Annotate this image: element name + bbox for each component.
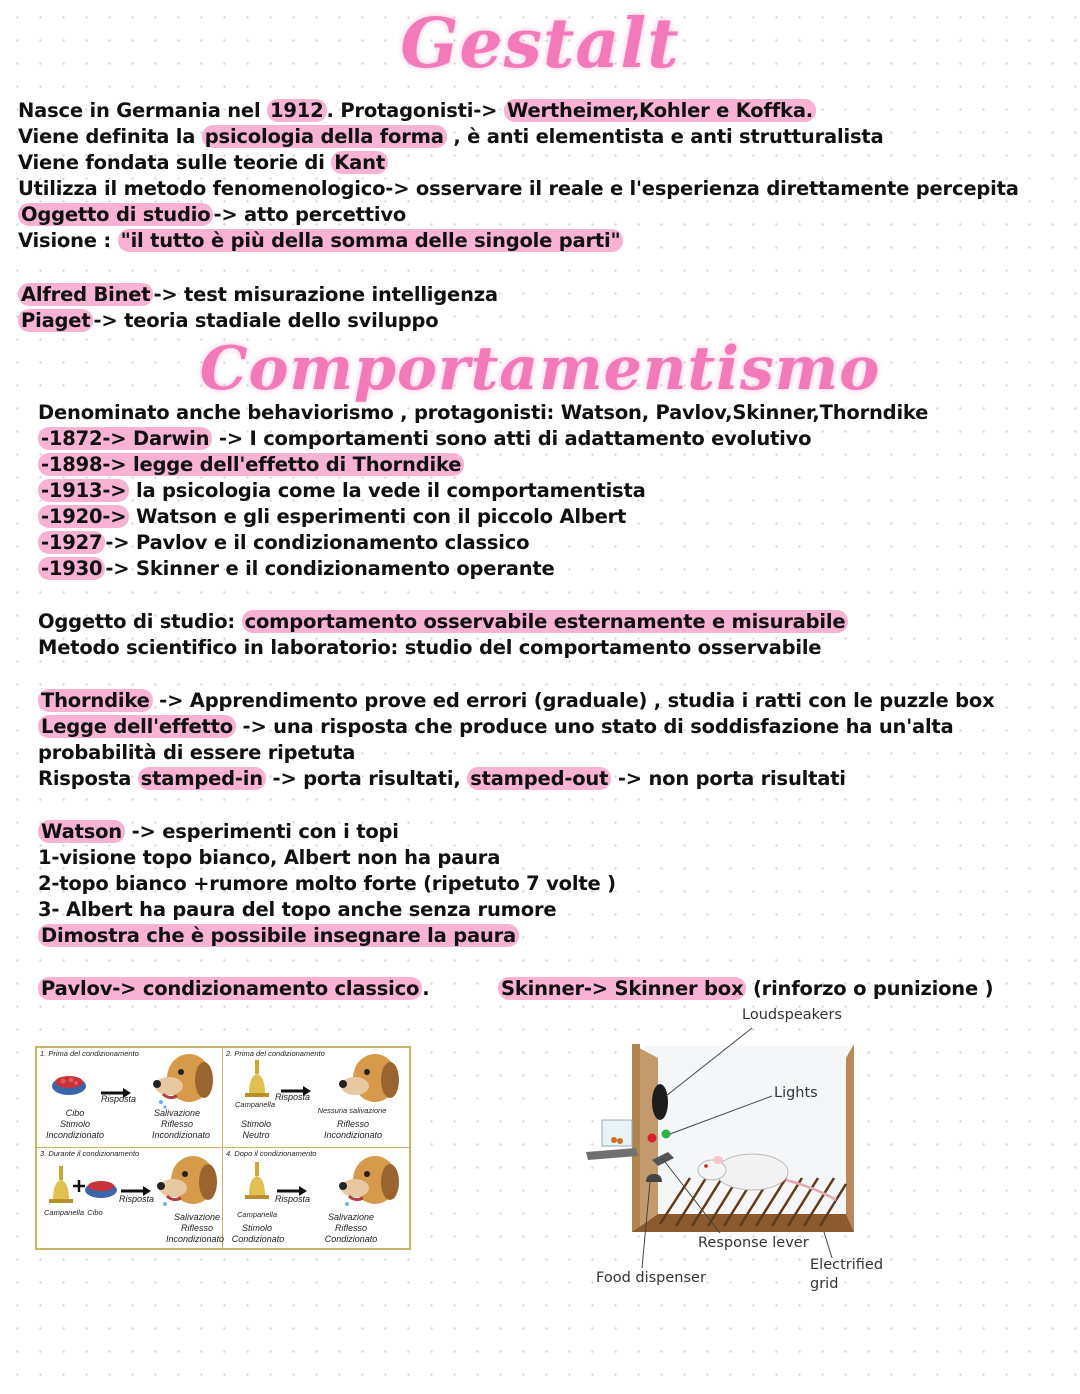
label-riflesso: Riflesso: [180, 1223, 213, 1233]
label-salivazione: Salivazione: [173, 1212, 221, 1222]
label-condizionato-2: Condizionato: [324, 1234, 378, 1244]
label-condizionato: Condizionato: [231, 1234, 285, 1244]
label-stimolo: Stimolo: [240, 1119, 271, 1129]
timeline-1898: -1898-> legge dell'effetto di Thorndike: [38, 453, 464, 477]
gestalt-line-6: Visione : "il tutto è più della somma delle singole parti": [18, 229, 623, 253]
label-salivazione: Salivazione: [327, 1212, 375, 1222]
gestalt-line-4: Utilizza il metodo fenomenologico-> osservare il reale e l'esperienza direttamente percepita: [18, 177, 1019, 200]
label-risposta: Risposta: [275, 1194, 311, 1204]
label-campanella: Campanella: [234, 1100, 276, 1109]
watson-step-3: 3- Albert ha paura del topo anche senza rumore: [38, 898, 557, 921]
bell-icon: [245, 1060, 269, 1100]
label-response-lever: Response lever: [698, 1235, 809, 1251]
label-riflesso: Riflesso: [334, 1223, 367, 1233]
panel-header: 3. Durante il condizionamento: [40, 1149, 140, 1158]
label-incondizionato: Incondizionato: [323, 1130, 383, 1140]
pavlov-panel-2: [223, 1048, 409, 1148]
legge-effetto-line: Legge dell'effetto -> una risposta che produce uno stato di soddisfazione ha un'alta: [38, 715, 954, 739]
label-incondizionato: Incondizionato: [165, 1234, 225, 1244]
binet-line: Alfred Binet -> test misurazione intelligenza: [18, 283, 498, 307]
panel-header: 4. Dopo il condizionamento: [226, 1149, 317, 1158]
label-stimolo: Stimolo: [59, 1119, 90, 1129]
pavlov-panel-1: [37, 1048, 223, 1148]
gestalt-line-2: Viene definita la psicologia della forma , è anti elementista e anti strutturalista: [18, 125, 884, 148]
label-cibo: Cibo: [87, 1208, 103, 1217]
bell-icon: [245, 1162, 269, 1202]
label-riflesso: Riflesso: [160, 1119, 193, 1129]
title-comportamentismo: Comportamentismo: [199, 334, 881, 404]
label-food-dispenser: Food dispenser: [596, 1270, 706, 1286]
label-salivazione: Salivazione: [153, 1108, 201, 1118]
comp-intro: Denominato anche behaviorismo , protagonisti: Watson, Pavlov,Skinner,Thorndike: [38, 401, 929, 424]
skinner-box-figure: [580, 1000, 900, 1300]
gestalt-line-3: Viene fondata sulle teorie di Kant: [18, 151, 388, 175]
label-incondizionato-2: Incondizionato: [151, 1130, 211, 1140]
skinner-box-drawing: [580, 1000, 900, 1300]
dog-icon: [153, 1152, 219, 1212]
watson-step-2: 2-topo bianco +rumore molto forte (ripetuto 7 volte ): [38, 872, 616, 895]
pavlov-heading: Pavlov-> condizionamento classico .: [38, 977, 429, 1001]
pavlov-conditioning-figure: [35, 1046, 411, 1250]
timeline-1872: -1872-> Darwin -> I comportamenti sono atti di adattamento evolutivo: [38, 427, 811, 451]
label-riflesso: Riflesso: [336, 1119, 369, 1129]
thorndike-line: Thorndike -> Apprendimento prove ed errori (graduale) , studia i ratti con le puzzle box: [38, 689, 994, 713]
label-electrified: Electrified: [810, 1257, 884, 1273]
comp-metodo: Metodo scientifico in laboratorio: studio del comportamento osservabile: [38, 636, 822, 659]
dog-icon: [149, 1050, 215, 1110]
pavlov-panel-4: [223, 1148, 409, 1248]
label-campanella: Campanella: [236, 1210, 278, 1219]
food-bowl-icon: [83, 1172, 119, 1202]
timeline-1920: -1920-> Watson e gli esperimenti con il piccolo Albert: [38, 505, 626, 529]
watson-step-1: 1-visione topo bianco, Albert non ha paura: [38, 846, 501, 869]
food-bowl-icon: [49, 1064, 89, 1104]
skinner-heading: Skinner-> Skinner box (rinforzo o punizione ): [498, 977, 993, 1001]
timeline-1930: -1930 -> Skinner e il condizionamento operante: [38, 557, 555, 581]
label-incondizionato: Incondizionato: [45, 1130, 105, 1140]
label-cibo: Cibo: [65, 1108, 85, 1118]
label-nessuna-salivazione: Nessuna salivazione: [317, 1106, 387, 1115]
label-neutro: Neutro: [242, 1130, 270, 1140]
watson-conclusion: Dimostra che è possibile insegnare la paura: [38, 924, 519, 948]
label-loudspeakers: Loudspeakers: [742, 1007, 842, 1023]
gestalt-line-5: Oggetto di studio -> atto percettivo: [18, 203, 406, 227]
label-risposta: Risposta: [275, 1092, 311, 1102]
timeline-1913: -1913-> la psicologia come la vede il comportamentista: [38, 479, 646, 503]
gestalt-line-1: Nasce in Germania nel 1912 . Protagonisti-> Wertheimer,Kohler e Koffka.: [18, 99, 816, 123]
bell-icon: [49, 1166, 73, 1206]
label-campanella: Campanella: [43, 1208, 85, 1217]
label-risposta: Risposta: [119, 1194, 155, 1204]
pavlov-panel-3: [37, 1148, 223, 1248]
label-stimolo: Stimolo: [241, 1223, 272, 1233]
panel-header: 1. Prima del condizionamento: [40, 1049, 139, 1058]
stamped-line: Risposta stamped-in -> porta risultati, stamped-out -> non porta risultati: [38, 767, 846, 790]
dog-icon: [335, 1050, 401, 1106]
dog-icon: [335, 1152, 401, 1212]
watson-line: Watson -> esperimenti con i topi: [38, 820, 399, 844]
label-lights: Lights: [774, 1085, 818, 1101]
comp-oggetto: Oggetto di studio: comportamento osservabile esternamente e misurabile: [38, 610, 848, 634]
legge-effetto-line-2: probabilità di essere ripetuta: [38, 741, 356, 764]
title-gestalt: Gestalt: [400, 4, 680, 84]
timeline-1927: -1927 -> Pavlov e il condizionamento classico: [38, 531, 529, 555]
piaget-line: Piaget -> teoria stadiale dello sviluppo: [18, 309, 438, 333]
label-grid: grid: [810, 1276, 839, 1292]
panel-header: 2. Prima del condizionamento: [226, 1049, 325, 1058]
label-risposta: Risposta: [101, 1094, 137, 1104]
